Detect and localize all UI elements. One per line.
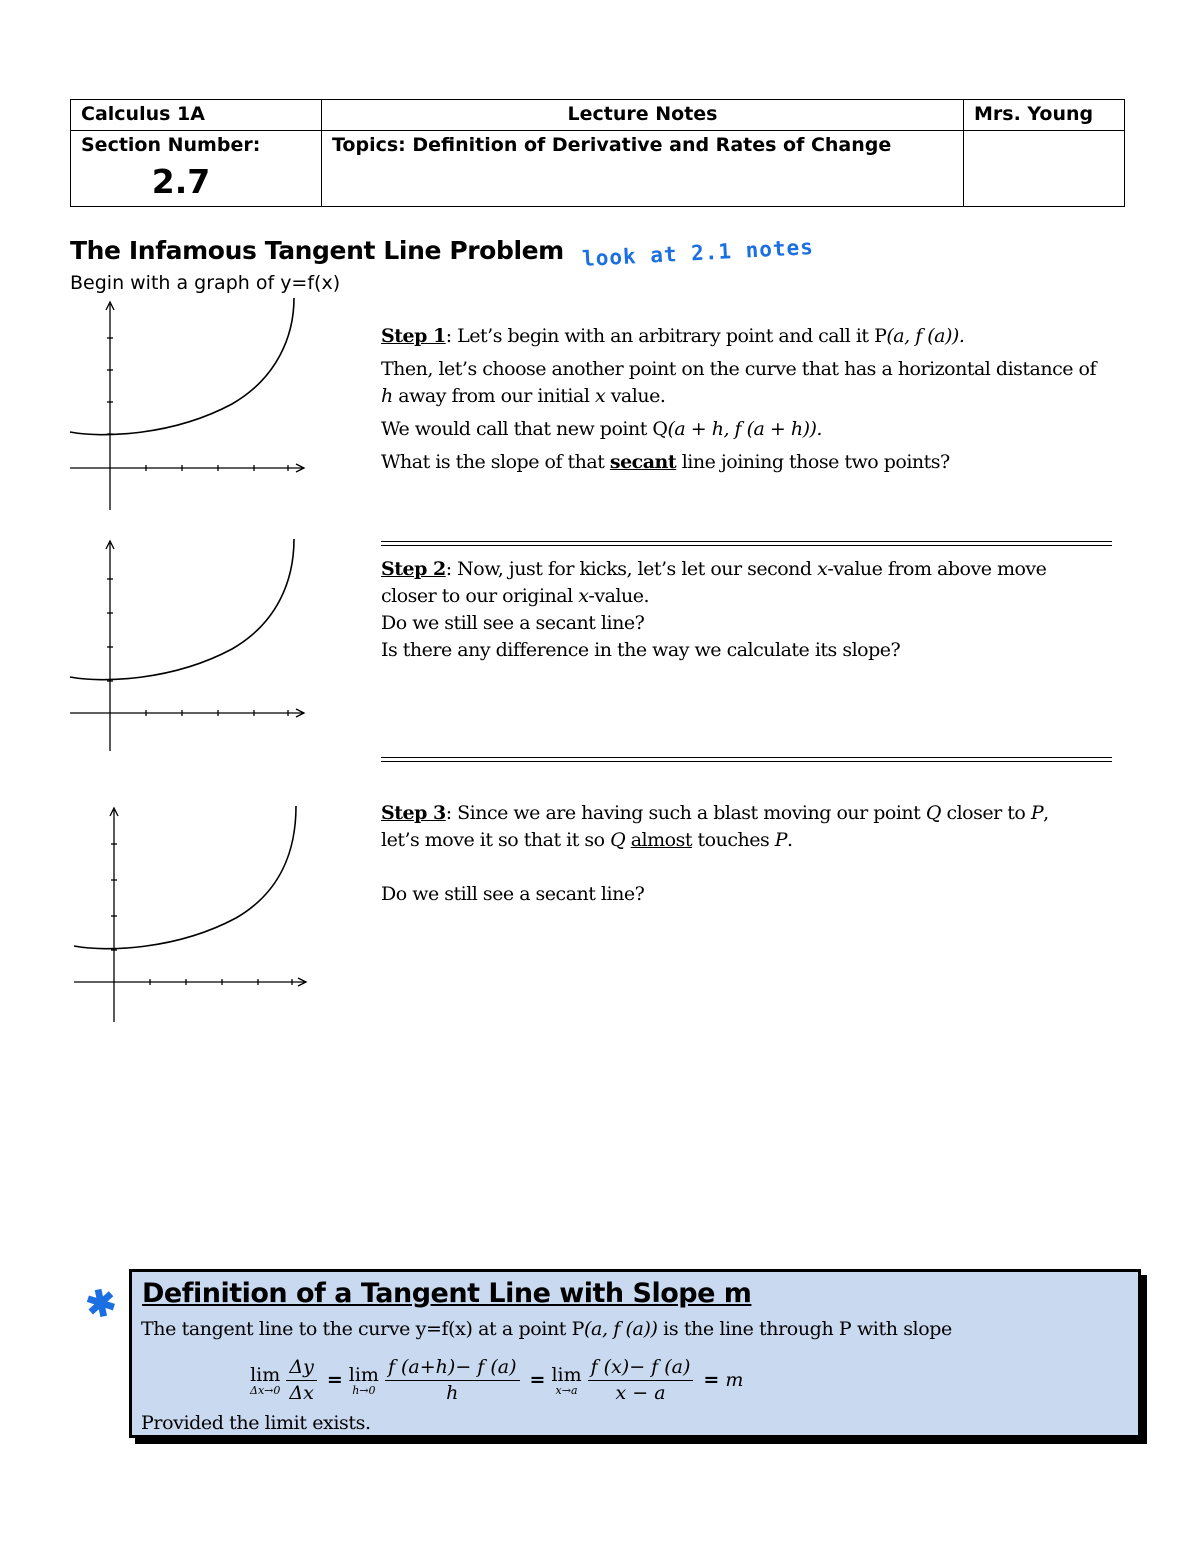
step3-q2: Q	[610, 829, 626, 851]
step1-line2: Then, let’s choose another point on the curve that has a horizontal distance of	[381, 358, 1097, 380]
definition-text	[141, 1318, 952, 1340]
step3-block	[381, 800, 1116, 908]
point-q: (a + h, f (a + h)).	[667, 418, 822, 440]
course-cell: Calculus 1A	[71, 100, 322, 131]
point-p: (a, f (a)).	[886, 325, 965, 347]
star-mark: ✱	[81, 1280, 121, 1328]
double-rule-1	[381, 541, 1112, 546]
step1-x: x	[594, 385, 606, 407]
step2-label: Step 2	[381, 558, 446, 580]
step3-line2: let’s move it so that it so	[381, 829, 611, 851]
page-title: The Infamous Tangent Line Problem	[70, 236, 564, 265]
step2-line1-post: -value from above move	[827, 558, 1047, 580]
step2-line2-post: -value.	[588, 585, 650, 607]
provided-text: Provided the limit exists.	[141, 1412, 371, 1434]
slope-formula	[250, 1352, 743, 1408]
step3-line1-post: ,	[1043, 802, 1049, 824]
section-number: 2.7	[151, 162, 211, 201]
step3-line2-mid: touches	[691, 829, 775, 851]
step3-q1: Q	[925, 802, 941, 824]
graph-step2	[62, 537, 312, 757]
step3-line3: Do we still see a secant line?	[381, 883, 645, 905]
fraction-3: $\frac{f (x)- f (a)}{x - a}$	[588, 1355, 694, 1406]
step1-label: Step 1	[381, 325, 446, 347]
notes-label-cell: Lecture Notes	[322, 100, 964, 131]
step3-p2: P	[774, 829, 788, 851]
topics-cell: Topics: Definition of Derivative and Rates of Change	[322, 131, 964, 207]
step3-p1: P	[1030, 802, 1044, 824]
step1-line4: We would call that new point Q	[381, 418, 668, 440]
definition-title: Definition of a Tangent Line with Slope m	[142, 1278, 752, 1309]
fraction-1: $\frac{\Delta y}{\Delta x}$	[286, 1355, 316, 1406]
fraction-2: $\frac{f (a+h)- f (a)}{h}$	[385, 1355, 520, 1406]
step2-line1: : Now, just for kicks, let’s let our second	[445, 558, 818, 580]
step2-x2: x	[578, 585, 589, 607]
step3-line2-post: .	[787, 829, 793, 851]
step2-line4: Is there any difference in the way we calculate its slope?	[381, 639, 901, 661]
almost-word: almost	[630, 829, 692, 851]
double-rule-2	[381, 757, 1112, 762]
handwritten-note: look at 2.1 notes	[581, 234, 815, 272]
limit-2: lim h→0	[348, 1363, 379, 1397]
equals-1: =	[326, 1369, 343, 1391]
definition-text-post: is the line through P with slope	[657, 1318, 952, 1340]
teacher-cell: Mrs. Young	[964, 100, 1125, 131]
step3-line1-mid: closer to	[940, 802, 1031, 824]
equals-2: =	[529, 1369, 546, 1391]
step1-block	[381, 323, 1116, 476]
step3-line1: : Since we are having such a blast moving our point	[445, 802, 926, 824]
step2-line2: closer to our original	[381, 585, 579, 607]
secant-word: secant	[609, 451, 677, 473]
step2-block	[381, 556, 1116, 664]
step3-label: Step 3	[381, 802, 446, 824]
header-table	[70, 99, 1125, 207]
step1-line3: away from our initial	[392, 385, 595, 407]
slope-m: m	[725, 1369, 744, 1391]
step1-h: h	[381, 385, 393, 407]
graph-step3	[66, 804, 316, 1026]
step1-line1: : Let’s begin with an arbitrary point and call it P	[445, 325, 887, 347]
definition-text-pre: The tangent line to the curve y=f(x) at a point P	[141, 1318, 585, 1340]
empty-cell	[964, 131, 1125, 207]
limit-3: lim x→a	[551, 1363, 582, 1397]
curve	[70, 298, 294, 435]
step2-x1: x	[817, 558, 828, 580]
step1-line5-post: line joining those two points?	[676, 451, 950, 473]
limit-1: lim Δx→0	[250, 1363, 281, 1397]
step2-line3: Do we still see a secant line?	[381, 612, 645, 634]
definition-point: (a, f (a))	[584, 1318, 658, 1340]
intro-text: Begin with a graph of y=f(x)	[70, 272, 341, 294]
ticks	[107, 338, 288, 471]
graph-step1	[62, 296, 312, 516]
equals-3: =	[703, 1369, 720, 1391]
step1-line3-end: value.	[605, 385, 666, 407]
step1-line5: What is the slope of that	[381, 451, 610, 473]
section-label: Section Number:	[81, 134, 261, 156]
section-cell	[71, 131, 322, 207]
